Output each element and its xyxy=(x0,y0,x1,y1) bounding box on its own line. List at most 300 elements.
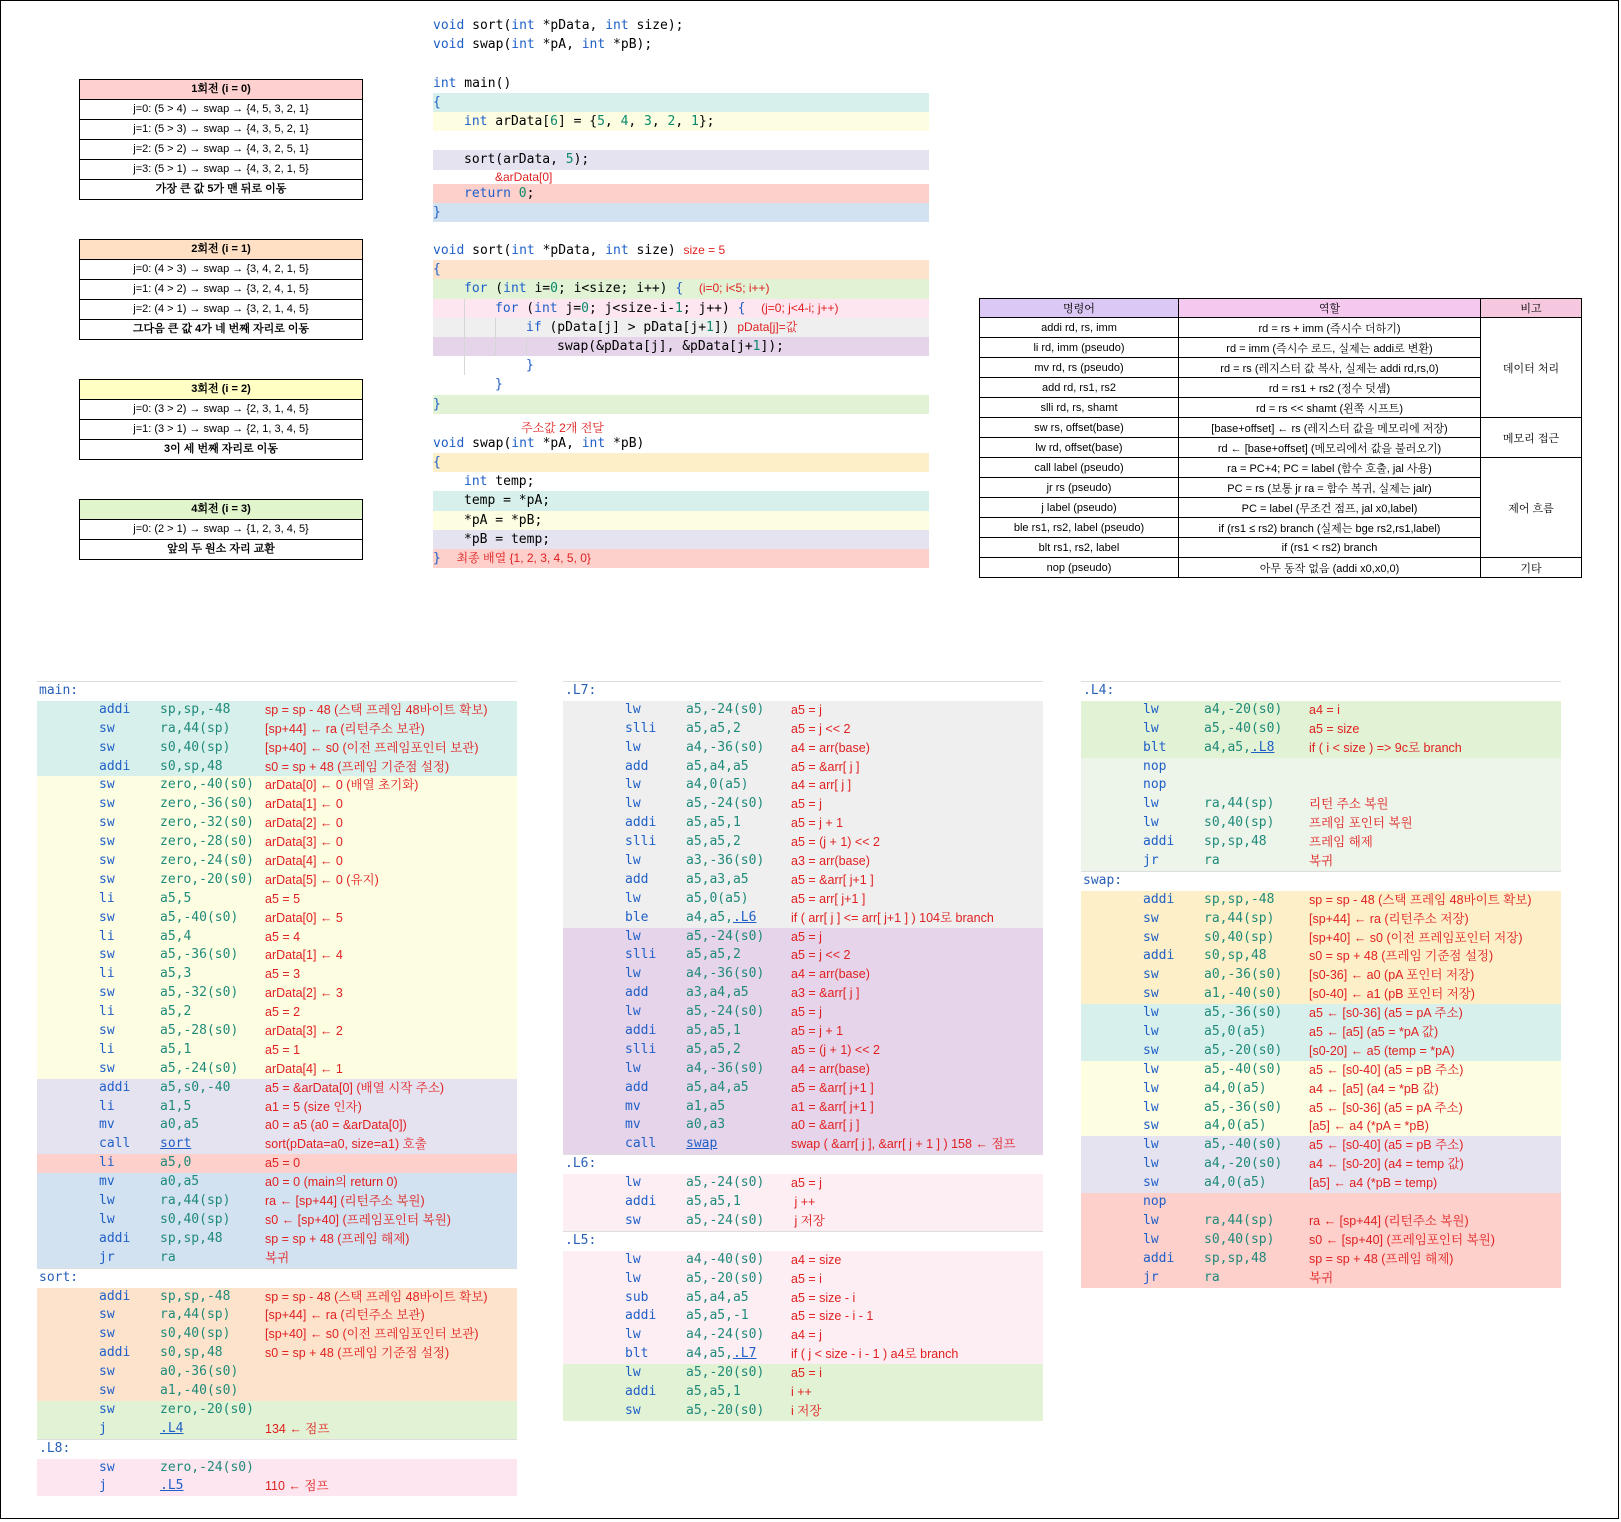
asm-operands xyxy=(160,1154,191,1173)
round-title: 1회전 (i = 0) xyxy=(80,80,362,100)
asm-opcode: lw xyxy=(625,1004,641,1020)
asm-instruction-row xyxy=(37,814,517,833)
asm-operands xyxy=(686,1098,725,1117)
asm-instruction-row xyxy=(1081,1212,1561,1231)
asm-operand-text: a5,a5,2 xyxy=(686,1041,741,1057)
asm-label-row xyxy=(37,1439,517,1459)
round-summary: 그다음 큰 값 4가 네 번째 자리로 이동 xyxy=(132,323,310,335)
asm-instruction-row xyxy=(37,1420,517,1439)
asm-operands xyxy=(686,814,741,833)
asm-operands xyxy=(686,1116,725,1135)
table-row xyxy=(980,458,1582,478)
asm-instruction-row xyxy=(37,909,517,928)
asm-operand-text: a5,-24(s0) xyxy=(686,1175,765,1191)
asm-operand-text: a5,-24(s0) xyxy=(686,928,765,944)
asm-operand-text: a5,-24(s0) xyxy=(686,796,765,812)
asm-operand-text: a5,-28(s0) xyxy=(160,1023,239,1039)
asm-comment: a4 = arr(base) xyxy=(791,967,870,982)
asm-comment: a5 ← [s0-36] (a5 = pA 주소) xyxy=(1309,1006,1463,1021)
asm-label: main: xyxy=(39,683,79,698)
table-row xyxy=(980,318,1582,338)
asm-instruction-row xyxy=(563,1174,1043,1193)
round-table xyxy=(79,239,363,340)
asm-operands xyxy=(1204,1136,1282,1155)
asm-opcode: sw xyxy=(99,1364,115,1380)
assembly-column-l4-swap xyxy=(1081,681,1561,1288)
asm-instruction-row xyxy=(37,1154,517,1173)
asm-comment: arData[4] ← 1 xyxy=(265,1061,343,1076)
asm-instruction-row xyxy=(563,1251,1043,1270)
asm-comment: [s0-20] ← a5 (temp = *pA) xyxy=(1309,1043,1455,1058)
asm-operands xyxy=(686,852,764,871)
asm-comment: if ( j < size - i - 1 ) a4로 branch xyxy=(791,1347,959,1362)
asm-operand-text: a5,a5,2 xyxy=(686,947,741,963)
asm-operands xyxy=(686,946,741,965)
asm-opcode: nop xyxy=(1143,777,1167,793)
asm-operand-text: a4,0(a5) xyxy=(1204,1118,1267,1134)
code-line: { xyxy=(433,260,929,279)
asm-comment: j ++ xyxy=(791,1195,816,1210)
asm-instruction-row xyxy=(1081,1136,1561,1155)
asm-operand-text: a5,-24(s0) xyxy=(160,1060,239,1076)
code-line xyxy=(433,414,929,434)
asm-label: sort: xyxy=(39,1269,79,1285)
asm-opcode: li xyxy=(99,1098,115,1114)
asm-comment: arData[5] ← 0 (유지) xyxy=(265,872,379,887)
asm-comment: a4 = arr(base) xyxy=(791,740,870,755)
asm-comment: a5 = 4 xyxy=(265,929,301,944)
annotation-size: size = 5 xyxy=(683,243,726,258)
asm-target-link[interactable]: swap xyxy=(686,1136,718,1152)
asm-instruction-row xyxy=(1081,852,1561,871)
asm-comment: a3 = &arr[ j ] xyxy=(791,986,860,1001)
asm-operand-text: a4,-36(s0) xyxy=(686,739,765,755)
asm-comment: arData[1] ← 0 xyxy=(265,797,343,812)
role-cell: PC = rs (보통 jr ra = 함수 복귀, 실제는 jalr) xyxy=(1179,478,1481,498)
asm-opcode: sub xyxy=(625,1289,649,1305)
asm-operand-text: a5,a5,1 xyxy=(686,1023,741,1039)
asm-operand-text: a5,-36(s0) xyxy=(1204,1099,1283,1115)
table-row xyxy=(980,418,1582,438)
asm-operands xyxy=(160,1344,223,1363)
asm-opcode: addi xyxy=(625,815,657,831)
asm-comment: 복귀 xyxy=(1309,1270,1334,1285)
category-cell: 메모리 접근 xyxy=(1481,418,1582,458)
asm-operand-text: a5,s0,-40 xyxy=(160,1079,231,1095)
asm-instruction-row xyxy=(1081,985,1561,1004)
asm-comment: 복귀 xyxy=(1309,854,1334,869)
asm-opcode: lw xyxy=(625,890,641,906)
asm-operand-text: a4,-36(s0) xyxy=(686,1060,765,1076)
asm-operands xyxy=(686,1270,764,1289)
asm-operand-text: a5,a5,1 xyxy=(686,1194,741,1210)
asm-opcode: lw xyxy=(625,1270,641,1286)
round-summary: 앞의 두 원소 자리 교환 xyxy=(167,543,275,555)
asm-operand-text: a5,a4,a5 xyxy=(686,1289,749,1305)
instruction-cell: sw rs, offset(base) xyxy=(980,418,1179,438)
asm-comment: a5 = j xyxy=(791,929,822,944)
asm-operands xyxy=(1204,966,1282,985)
asm-comment: sort(pData=a0, size=a1) 호출 xyxy=(265,1137,427,1152)
instruction-cell: call label (pseudo) xyxy=(980,458,1179,478)
asm-opcode: lw xyxy=(625,701,641,717)
asm-operands xyxy=(686,1364,764,1383)
asm-operands xyxy=(160,776,254,795)
asm-operands xyxy=(686,965,764,984)
asm-comment: a5 = 2 xyxy=(265,1005,301,1020)
asm-operands xyxy=(1204,739,1274,758)
round-step: j=1: (3 > 1) → swap → {2, 1, 3, 4, 5} xyxy=(80,420,362,440)
asm-instruction-row xyxy=(37,1116,517,1135)
asm-comment: s0 = sp + 48 (프레임 기준점 설정) xyxy=(265,1346,450,1361)
asm-instruction-row xyxy=(1081,833,1561,852)
asm-operands xyxy=(686,1307,749,1326)
asm-operand-text: a4,a5, xyxy=(686,909,733,925)
asm-opcode: mv xyxy=(99,1174,115,1190)
asm-opcode: sw xyxy=(99,1060,115,1076)
asm-opcode: lw xyxy=(625,739,641,755)
asm-target-link[interactable]: .L8 xyxy=(1250,739,1275,755)
asm-opcode: lw xyxy=(625,1327,641,1343)
code-line: temp = *pA; xyxy=(433,491,929,510)
asm-operand-text: a5,0(a5) xyxy=(686,890,749,906)
asm-operand-text: a5,5 xyxy=(160,890,192,906)
code-line: void swap(int *pA, int *pB) xyxy=(433,435,645,451)
asm-instruction-row xyxy=(563,871,1043,890)
round-step: j=0: (5 > 4) → swap → {4, 5, 3, 2, 1} xyxy=(80,100,362,120)
asm-operand-text: a5,a5,2 xyxy=(686,720,741,736)
asm-instruction-row xyxy=(563,890,1043,909)
code-line: } xyxy=(433,356,929,375)
asm-operands xyxy=(1204,1269,1220,1288)
code-line: *pA = *pB; xyxy=(433,511,929,530)
asm-opcode: mv xyxy=(99,1117,115,1133)
asm-operand-text: a5,a5,-1 xyxy=(686,1308,749,1324)
asm-operands xyxy=(160,1249,176,1268)
asm-operand-text: s0,sp,48 xyxy=(160,1345,223,1361)
asm-instruction-row xyxy=(37,871,517,890)
asm-instruction-row xyxy=(37,1041,517,1060)
asm-comment: 110 ← 점프 xyxy=(265,1479,329,1494)
asm-operand-text: ra xyxy=(1204,853,1220,869)
asm-instruction-row xyxy=(563,1383,1043,1402)
asm-comment: a4 ← [s0-20] (a4 = temp 값) xyxy=(1309,1157,1464,1172)
asm-label-row xyxy=(563,681,1043,701)
asm-opcode: lw xyxy=(1143,815,1159,831)
asm-comment: [a5] ← a4 (*pA = *pB) xyxy=(1309,1119,1429,1134)
asm-operand-text: a5,-20(s0) xyxy=(1204,1042,1283,1058)
asm-instruction-row xyxy=(37,701,517,720)
asm-operand-text: a5,-32(s0) xyxy=(160,985,239,1001)
asm-operands xyxy=(1204,1250,1267,1269)
asm-comment: a0 = 0 (main의 return 0) xyxy=(265,1175,398,1190)
asm-operand-text: a5,-20(s0) xyxy=(686,1365,765,1381)
asm-opcode: lw xyxy=(1143,1099,1159,1115)
asm-operand-text: a5,-24(s0) xyxy=(686,1004,765,1020)
asm-operand-text: a5,0(a5) xyxy=(1204,1024,1267,1040)
asm-label-row xyxy=(37,681,517,701)
asm-comment: ra ← [sp+44] (리턴주소 복원) xyxy=(265,1194,425,1209)
asm-operands xyxy=(686,1212,764,1231)
asm-operands xyxy=(686,1251,764,1270)
asm-operands xyxy=(1204,891,1274,910)
asm-operands xyxy=(686,1193,741,1212)
asm-instruction-row xyxy=(37,1288,517,1307)
asm-opcode: addi xyxy=(625,1023,657,1039)
round-step: j=2: (5 > 2) → swap → {4, 3, 2, 5, 1} xyxy=(80,140,362,160)
asm-operand-text: a1,-40(s0) xyxy=(1204,986,1283,1002)
table-header-cell: 역할 xyxy=(1179,299,1481,318)
asm-operands xyxy=(686,1345,756,1364)
asm-operands xyxy=(160,1173,199,1192)
code-line: int temp; xyxy=(464,474,535,490)
asm-operand-text: sp,sp,-48 xyxy=(1204,891,1275,907)
asm-target-link[interactable]: .L7 xyxy=(732,1346,757,1362)
asm-opcode: call xyxy=(625,1136,657,1152)
c-source-code xyxy=(433,16,929,568)
asm-operand-text: ra,44(sp) xyxy=(160,1193,231,1209)
asm-operand-text: zero,-28(s0) xyxy=(160,834,254,850)
asm-opcode: nop xyxy=(1143,1194,1167,1210)
asm-comment: a5 = j + 1 xyxy=(791,816,844,831)
asm-operand-text: a5,-40(s0) xyxy=(1204,720,1283,736)
asm-opcode: sw xyxy=(99,1326,115,1342)
asm-instruction-row xyxy=(37,965,517,984)
assembly-column-loops xyxy=(563,681,1043,1421)
asm-opcode: slli xyxy=(625,947,657,963)
asm-operand-text: a5,4 xyxy=(160,928,192,944)
asm-opcode: lw xyxy=(625,777,641,793)
asm-operands xyxy=(1204,701,1282,720)
asm-opcode: lw xyxy=(625,1060,641,1076)
round-title: 3회전 (i = 2) xyxy=(80,380,362,400)
table-header-cell: 명령어 xyxy=(980,299,1179,318)
asm-operands xyxy=(160,720,230,739)
asm-opcode: sw xyxy=(99,871,115,887)
asm-instruction-row xyxy=(37,852,517,871)
code-line: void sort(int *pData, int size); xyxy=(433,18,684,33)
asm-opcode: sw xyxy=(99,1023,115,1039)
instruction-cell: mv rd, rs (pseudo) xyxy=(980,358,1179,378)
asm-operand-text: a0,-36(s0) xyxy=(160,1364,239,1380)
asm-opcode: sw xyxy=(99,815,115,831)
asm-comment: a5 = (j + 1) << 2 xyxy=(791,1042,880,1057)
asm-opcode: blt xyxy=(1143,739,1167,755)
asm-instruction-row xyxy=(1081,1042,1561,1061)
asm-opcode: j xyxy=(99,1478,107,1494)
asm-operand-text: a5,-24(s0) xyxy=(686,1212,765,1228)
asm-operands xyxy=(160,1098,191,1117)
asm-operand-text: zero,-32(s0) xyxy=(160,815,254,831)
asm-comment: a5 = j << 2 xyxy=(791,948,851,963)
asm-operands xyxy=(1204,814,1274,833)
asm-instruction-row xyxy=(563,965,1043,984)
asm-opcode: addi xyxy=(99,701,131,717)
asm-operand-text: zero,-20(s0) xyxy=(160,1401,254,1417)
asm-comment: 134 ← 점프 xyxy=(265,1421,330,1436)
asm-opcode: lw xyxy=(625,1365,641,1381)
asm-operand-text: a1,a5 xyxy=(686,1098,726,1114)
asm-instruction-row xyxy=(563,1041,1043,1060)
asm-comment: a5 = size xyxy=(1309,721,1360,736)
asm-operand-text: sp,sp,48 xyxy=(160,1230,223,1246)
asm-opcode: sw xyxy=(99,739,115,755)
asm-opcode: add xyxy=(625,985,649,1001)
code-line: void sort(int *pData, int size) size = 5 xyxy=(433,243,726,259)
asm-operands xyxy=(686,890,749,909)
asm-instruction-row xyxy=(37,795,517,814)
asm-operands xyxy=(160,1382,238,1401)
asm-operands xyxy=(686,909,756,928)
asm-comment: a5 = size - i xyxy=(791,1290,856,1305)
asm-opcode: sw xyxy=(99,1401,115,1417)
asm-operand-text: s0,40(sp) xyxy=(1204,929,1275,945)
asm-operands xyxy=(686,1383,741,1402)
asm-instruction-row xyxy=(563,1270,1043,1289)
asm-instruction-row xyxy=(563,928,1043,947)
asm-instruction-row xyxy=(1081,1155,1561,1174)
asm-instruction-row xyxy=(37,1401,517,1420)
asm-operands xyxy=(686,739,764,758)
asm-operands xyxy=(160,1003,191,1022)
asm-comment: a3 = arr(base) xyxy=(791,854,870,869)
asm-operand-text: a5,3 xyxy=(160,966,192,982)
asm-operand-text: sp,sp,48 xyxy=(1204,1250,1267,1266)
asm-operand-text: s0,40(sp) xyxy=(160,1326,231,1342)
code-line xyxy=(433,222,929,241)
asm-operands xyxy=(686,984,749,1003)
asm-operand-text: ra,44(sp) xyxy=(160,720,231,736)
asm-opcode: sw xyxy=(99,834,115,850)
asm-target-link[interactable]: sort xyxy=(160,1136,192,1152)
asm-opcode: sw xyxy=(99,720,115,736)
asm-label-row xyxy=(1081,871,1561,891)
asm-operands xyxy=(160,1477,183,1496)
asm-opcode: lw xyxy=(625,928,641,944)
asm-operands xyxy=(686,1135,717,1154)
asm-instruction-row xyxy=(1081,1080,1561,1099)
asm-operand-text: a5,-36(s0) xyxy=(160,947,239,963)
asm-operand-text: a4,0(a5) xyxy=(686,777,749,793)
asm-operands xyxy=(160,701,230,720)
asm-opcode: sw xyxy=(99,796,115,812)
asm-comment: a5 = &arr[ j ] xyxy=(791,759,860,774)
asm-operands xyxy=(1204,1155,1282,1174)
code-line: *pB = temp; xyxy=(433,530,929,549)
asm-operands xyxy=(686,871,749,890)
asm-comment: sp = sp + 48 (프레임 해제) xyxy=(265,1231,410,1246)
asm-comment: i 저장 xyxy=(791,1403,822,1418)
asm-target-link[interactable]: .L4 xyxy=(160,1420,184,1436)
asm-operands xyxy=(686,1079,749,1098)
asm-operands xyxy=(160,739,230,758)
asm-comment: a5 = 3 xyxy=(265,967,301,982)
asm-comment: a4 = j xyxy=(791,1328,822,1343)
annotation-loop-i: (i=0; i<5; i++) xyxy=(698,281,770,296)
asm-opcode: sw xyxy=(1143,967,1159,983)
asm-opcode: li xyxy=(99,966,115,982)
asm-instruction-row xyxy=(37,1306,517,1325)
asm-operand-text: a5,a3,a5 xyxy=(686,871,749,887)
asm-operand-text: a3,-36(s0) xyxy=(686,853,765,869)
asm-comment: sp = sp - 48 (스택 프레임 48바이트 확보) xyxy=(265,1289,488,1304)
asm-operands xyxy=(160,1022,238,1041)
asm-opcode: lw xyxy=(625,796,641,812)
asm-operands xyxy=(160,1230,223,1249)
asm-operands xyxy=(160,758,223,777)
asm-operands xyxy=(1204,1117,1267,1136)
asm-opcode: addi xyxy=(1143,834,1175,850)
asm-operands xyxy=(160,1079,230,1098)
role-cell: 아무 동작 없음 (addi x0,x0,0) xyxy=(1179,558,1481,578)
asm-instruction-row xyxy=(563,984,1043,1003)
code-line: return 0; xyxy=(433,184,929,203)
asm-comment: a5 = &arr[ j+1 ] xyxy=(791,872,874,887)
instruction-cell: lw rd, offset(base) xyxy=(980,438,1179,458)
asm-target-link[interactable]: .L6 xyxy=(732,909,757,925)
asm-operand-text: ra xyxy=(160,1249,176,1265)
asm-comment: [sp+44] ← ra (리턴주소 보관) xyxy=(265,721,425,736)
asm-opcode: lw xyxy=(1143,1231,1159,1247)
asm-opcode: mv xyxy=(625,1098,641,1114)
asm-operand-text: zero,-24(s0) xyxy=(160,1459,254,1475)
asm-instruction-row xyxy=(37,946,517,965)
asm-label: .L6: xyxy=(565,1156,597,1172)
asm-opcode: lw xyxy=(1143,1156,1159,1172)
asm-comment: a5 = j xyxy=(791,797,822,812)
asm-instruction-row xyxy=(563,1364,1043,1383)
asm-instruction-row xyxy=(563,720,1043,739)
round-step: j=3: (5 > 1) → swap → {4, 3, 2, 1, 5} xyxy=(80,160,362,180)
asm-comment: arData[0] ← 0 (배열 초기화) xyxy=(265,778,419,793)
asm-operand-text: ra,44(sp) xyxy=(160,1307,231,1323)
asm-target-link[interactable]: .L5 xyxy=(160,1478,184,1494)
asm-opcode: lw xyxy=(625,966,641,982)
asm-instruction-row xyxy=(563,909,1043,928)
asm-operand-text: a5,a5,1 xyxy=(686,1383,741,1399)
asm-comment: [sp+44] ← ra (리턴주소 보관) xyxy=(265,1308,425,1323)
asm-operands xyxy=(160,1041,191,1060)
asm-opcode: addi xyxy=(1143,1250,1175,1266)
asm-comment: arData[3] ← 2 xyxy=(265,1024,343,1039)
asm-comment: [sp+40] ← s0 (이전 프레임포인터 보관) xyxy=(265,1327,479,1342)
code-line xyxy=(433,170,929,184)
asm-operand-text: zero,-20(s0) xyxy=(160,871,254,887)
asm-opcode: add xyxy=(625,871,649,887)
asm-instruction-row xyxy=(37,776,517,795)
asm-comment: a4 = arr[ j ] xyxy=(791,778,852,793)
asm-operands xyxy=(160,1288,230,1307)
asm-comment: a5 = arr[ j+1 ] xyxy=(791,891,866,906)
asm-opcode: li xyxy=(99,1004,115,1020)
asm-opcode: lw xyxy=(1143,1137,1159,1153)
asm-instruction-row xyxy=(1081,776,1561,795)
role-cell: rd = imm (즉시수 로드, 실제는 addi로 변환) xyxy=(1179,338,1481,358)
table-row xyxy=(980,558,1582,578)
asm-opcode: sw xyxy=(625,1402,641,1418)
asm-operand-text: a5,-20(s0) xyxy=(686,1270,765,1286)
round-step: j=2: (4 > 1) → swap → {3, 2, 1, 4, 5} xyxy=(80,300,362,320)
asm-operands xyxy=(686,1402,764,1421)
asm-comment: arData[0] ← 5 xyxy=(265,910,343,925)
asm-opcode: lw xyxy=(1143,1005,1159,1021)
round-step: j=1: (5 > 3) → swap → {4, 3, 5, 2, 1} xyxy=(80,120,362,140)
asm-instruction-row xyxy=(37,1344,517,1363)
asm-comment: [s0-40] ← a1 (pB 포인터 저장) xyxy=(1309,987,1475,1002)
asm-instruction-row xyxy=(563,1326,1043,1345)
asm-opcode: j xyxy=(99,1420,107,1436)
asm-operands xyxy=(686,1326,764,1345)
